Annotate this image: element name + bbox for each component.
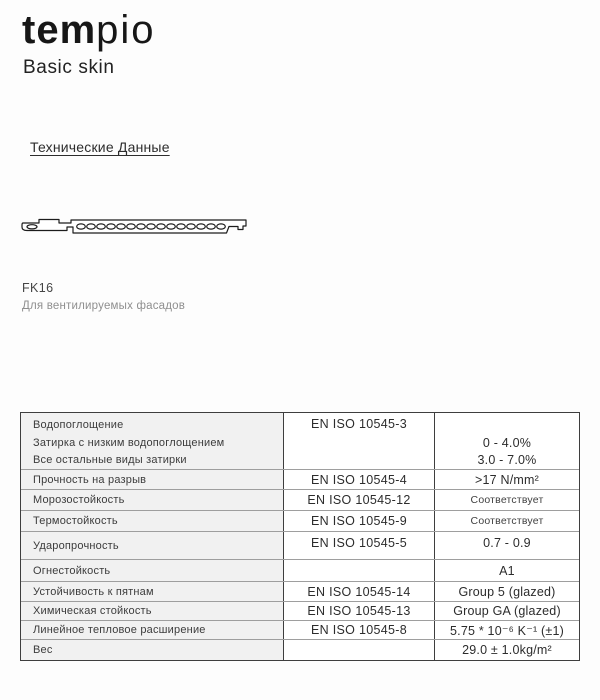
table-row-chemical-resistance xyxy=(21,602,579,621)
value-cell: A1 xyxy=(499,563,515,578)
property-cell xyxy=(21,413,284,469)
value-cell: Соответствует xyxy=(470,515,544,527)
table-row-stain-resistance xyxy=(21,582,579,602)
brand-logo xyxy=(22,6,156,54)
value-line: 0 - 4.0% xyxy=(482,435,532,450)
table-row-fire-resistance xyxy=(21,560,579,582)
value-cell xyxy=(435,413,579,469)
profile-description: Для вентилируемых фасадов xyxy=(22,300,186,312)
property-line: Все остальные виды затирки xyxy=(33,454,187,467)
brand-logo-light: pio xyxy=(96,8,156,52)
standard-label: EN ISO 10545-3 xyxy=(311,417,407,431)
standard-cell: EN ISO 10545-14 xyxy=(284,582,435,601)
property-line: Водопоглощение xyxy=(33,419,124,432)
table-row-tensile-strength xyxy=(21,470,579,490)
table-row-weight xyxy=(21,640,579,660)
property-cell: Устойчивость к пятнам xyxy=(21,582,284,601)
standard-cell: EN ISO 10545-13 xyxy=(284,602,435,620)
property-cell: Морозостойкость xyxy=(21,490,284,510)
value-cell: 29.0 ± 1.0kg/m² xyxy=(462,643,552,657)
value-cell: Соответствует xyxy=(470,494,544,506)
property-cell: Химическая стойкость xyxy=(21,602,284,620)
table-row-impact-resistance xyxy=(21,532,579,560)
property-cell: Огнестойкость xyxy=(21,560,284,581)
value-cell: 5.75 * 10⁻⁶ K⁻¹ (±1) xyxy=(450,623,564,638)
property-cell: Линейное тепловое расширение xyxy=(21,621,284,639)
spec-table xyxy=(20,412,580,661)
property-cell: Ударопрочность xyxy=(21,532,284,559)
standard-cell xyxy=(284,413,435,469)
standard-cell: EN ISO 10545-4 xyxy=(284,470,435,489)
value-line xyxy=(435,417,579,435)
product-name: Basic skin xyxy=(23,57,115,78)
panel-profile-drawing xyxy=(19,212,249,240)
value-cell: Group 5 (glazed) xyxy=(458,584,556,599)
property-cell: Вес xyxy=(21,640,284,660)
property-cell: Прочность на разрыв xyxy=(21,470,284,489)
standard-cell: EN ISO 10545-12 xyxy=(284,490,435,510)
table-row-thermal-expansion xyxy=(21,621,579,640)
property-line: Затирка с низким водопоглощением xyxy=(33,436,225,449)
standard-cell: EN ISO 10545-5 xyxy=(284,532,435,559)
value-cell: >17 N/mm² xyxy=(475,472,539,487)
value-line: 3.0 - 7.0% xyxy=(477,453,537,468)
property-cell: Термостойкость xyxy=(21,511,284,531)
section-title: Технические Данные xyxy=(30,139,170,155)
profile-code: FK16 xyxy=(22,281,54,295)
table-row-frost-resistance xyxy=(21,490,579,511)
table-row-water-absorption xyxy=(21,413,579,470)
standard-cell: EN ISO 10545-9 xyxy=(284,511,435,531)
standard-cell xyxy=(284,640,435,660)
standard-cell: EN ISO 10545-8 xyxy=(284,621,435,639)
value-cell: 0.7 - 0.9 xyxy=(483,536,531,550)
brand-logo-bold: tem xyxy=(22,8,97,52)
standard-cell xyxy=(284,560,435,581)
table-row-thermal-resistance xyxy=(21,511,579,532)
value-cell: Group GA (glazed) xyxy=(453,604,561,618)
